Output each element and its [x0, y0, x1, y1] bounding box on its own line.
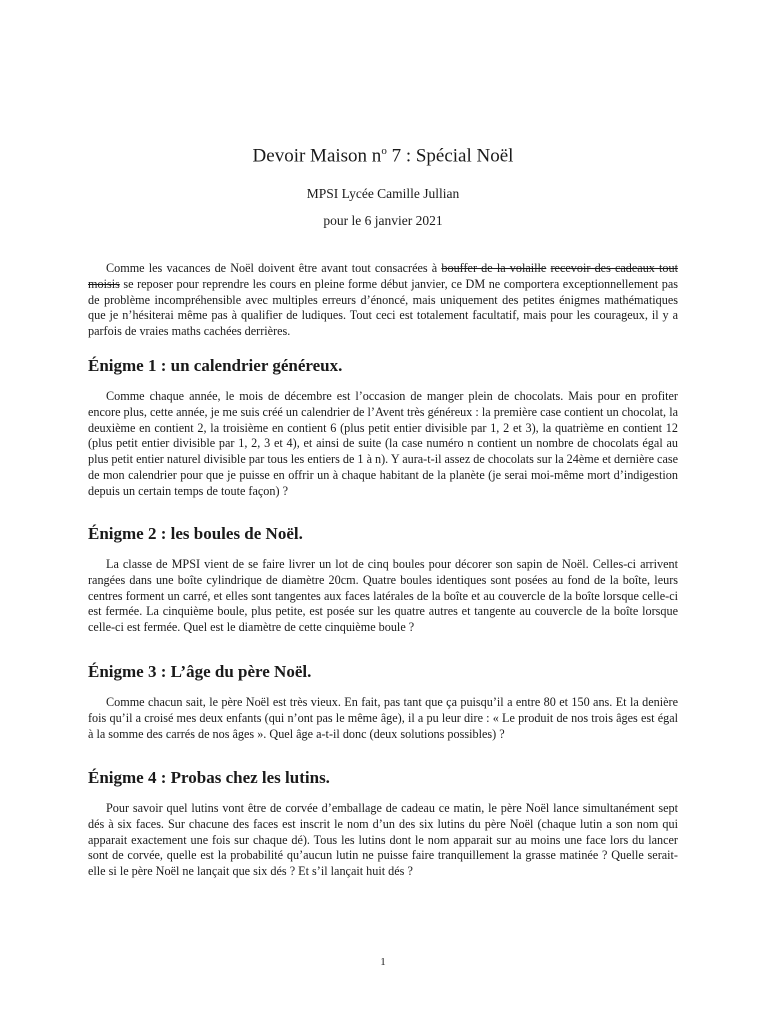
section-text-3: Comme chacun sait, le père Noël est très vieux. En fait, pas tant que ça puisqu’il a entre 80 et 150 ans. Et la denière fois qu’il a croisé mes deux enfants (qui n’ont pas le même âge), il a pu leur dire : « Le produit de nos trois âges est égal à la somme des carrés de nos âges ». Quel âge a-t-il donc (deux solutions possibles) ? — [88, 695, 678, 741]
document-date: pour le 6 janvier 2021 — [323, 213, 443, 228]
document-page — [88, 0, 678, 1024]
section-text-4: Pour savoir quel lutins vont être de corvée d’emballage de cadeau ce matin, le père Noël lance simultanément sept dés à six faces. Sur chacune des faces est inscrit le nom d’un des six lutins du père Noël (chaque lutin a son nom qui apparait exactement une fois sur chaque dé). Tous les lutins dont le nom apparait sur au moins une face lors du lancer sont de corvée, quelle est la probabilité qu’aucun lutin ne puisse faire tranquillement la grasse matinée ? Quelle serait-elle si le père Noël ne lançait que six dés ? Et s’il lançait huit dés ? — [88, 801, 678, 879]
section-heading-3: Énigme 3 : L’âge du père Noël. — [88, 662, 312, 681]
page-number: 1 — [380, 956, 386, 968]
intro-text-after: se reposer pour reprendre les cours en pleine forme début janvier, ce DM ne comportera exceptionnellement pas de problème incompréhensible avec multiples erreurs d’énoncé, mais uniquement des petites énigmes mathématiques que je n’hésiterai même pas à qualifier de ludiques. Tout ceci est totalement facultatif, mais pour les courageux, il y a parfois de vraies maths cachées derrières. — [88, 276, 678, 339]
intro-paragraph — [88, 261, 678, 340]
document-title — [88, 145, 678, 167]
document-author: MPSI Lycée Camille Jullian — [306, 186, 460, 201]
section-text-2: La classe de MPSI vient de se faire livrer un lot de cinq boules pour décorer son sapin de Noël. Celles-ci arrivent rangées dans une boîte cylindrique de diamètre 20cm. Quatre boules identiques sont posées au fond de la boîte, leurs centres forment un carré, et elles sont tangentes aux faces latérales de la boîte et au couvercle de la boîte lorsque celle-ci est fermée. La cinquième boule, plus petite, est posée sur les quatre autres et tangente au couvercle de la boîte lorsque celle-ci est fermée. Quel est le diamètre de cette cinquième boule ? — [88, 557, 678, 635]
section-text-1: Comme chaque année, le mois de décembre est l’occasion de manger plein de chocolats. Mais pour en profiter encore plus, cette année, je me suis créé un calendrier de l’Avent très généreux : la première case contient un chocolat, la deuxième en contient 2, la troisième en contient 6 (plus petit entier divisible par 1, 2 et 3), la quatrième en contient 12 (plus petit entier divisible par 1, 2, 3 et 4), et ainsi de suite (la case numéro n contient un nombre de chocolats égal au plus petit entier naturel divisible par tous les entiers de 1 à n). Y aura-t-il assez de chocolats sur la 24ème et dernière case de mon calendrier pour que je puisse en offrir un à chaque habitant de la planète (je serai moi-même mort d’indigestion depuis un certain temps de toute façon) ? — [88, 389, 678, 498]
struck-text-1: bouffer de la volaille — [441, 261, 547, 275]
title-prefix: Devoir Maison n — [252, 145, 382, 167]
section-heading-1: Énigme 1 : un calendrier généreux. — [88, 356, 343, 375]
section-heading-4: Énigme 4 : Probas chez les lutins. — [88, 768, 330, 787]
section-heading-2: Énigme 2 : les boules de Noël. — [88, 524, 303, 543]
title-suffix: 7 : Spécial Noël — [386, 145, 514, 167]
struck-text-2: recevoir des cadeaux tout moisis — [88, 261, 679, 291]
title-superscript: o — [381, 145, 387, 157]
intro-text-before: Comme les vacances de Noël doivent être avant tout consacrées à — [106, 261, 442, 275]
